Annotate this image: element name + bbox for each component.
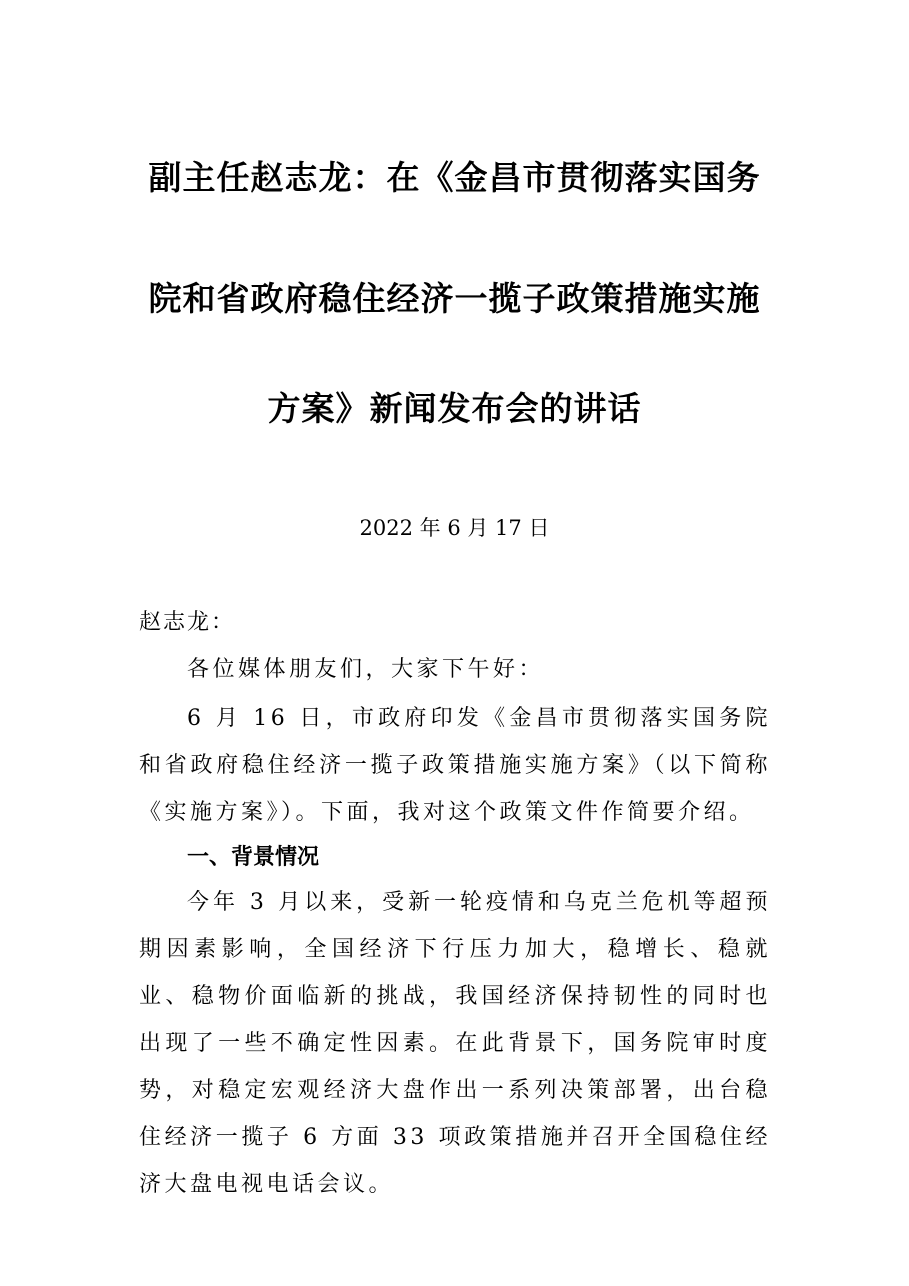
document-date: 2022 年 6 月 17 日	[359, 516, 550, 540]
document-title-line-1: 副主任赵志龙：在《金昌市贯彻落实国务	[148, 158, 761, 197]
document-title-line-2: 院和省政府稳住经济一揽子政策措施实施	[148, 279, 761, 318]
paragraph-background: 今年 3 月以来，受新一轮疫情和乌克兰危机等超预期因素影响，全国经济下行压力加大，稳增长、稳就业、稳物价面临新的挑战，我国经济保持韧性的同时也出现了一些不确定性因素。在此背景下，国务院审时度势，对稳定宏观经济大盘作出一系列决策部署，出台稳住经济一揽子 6 方面 33 项政策措施并召开全国稳住经济大盘电视电话会议。	[139, 890, 771, 1197]
document-title-line-3: 方案》新闻发布会的讲话	[267, 389, 642, 428]
paragraph-intro: 6 月 16 日，市政府印发《金昌市贯彻落实国务院和省政府稳住经济一揽子政策措施实施方案》（以下简称《实施方案》）。下面，我对这个政策文件作简要介绍。	[139, 706, 771, 825]
greeting: 各位媒体朋友们，大家下午好：	[187, 657, 545, 682]
section-heading-background: 一、背景情况	[187, 845, 320, 870]
speaker-name: 赵志龙：	[139, 610, 236, 635]
